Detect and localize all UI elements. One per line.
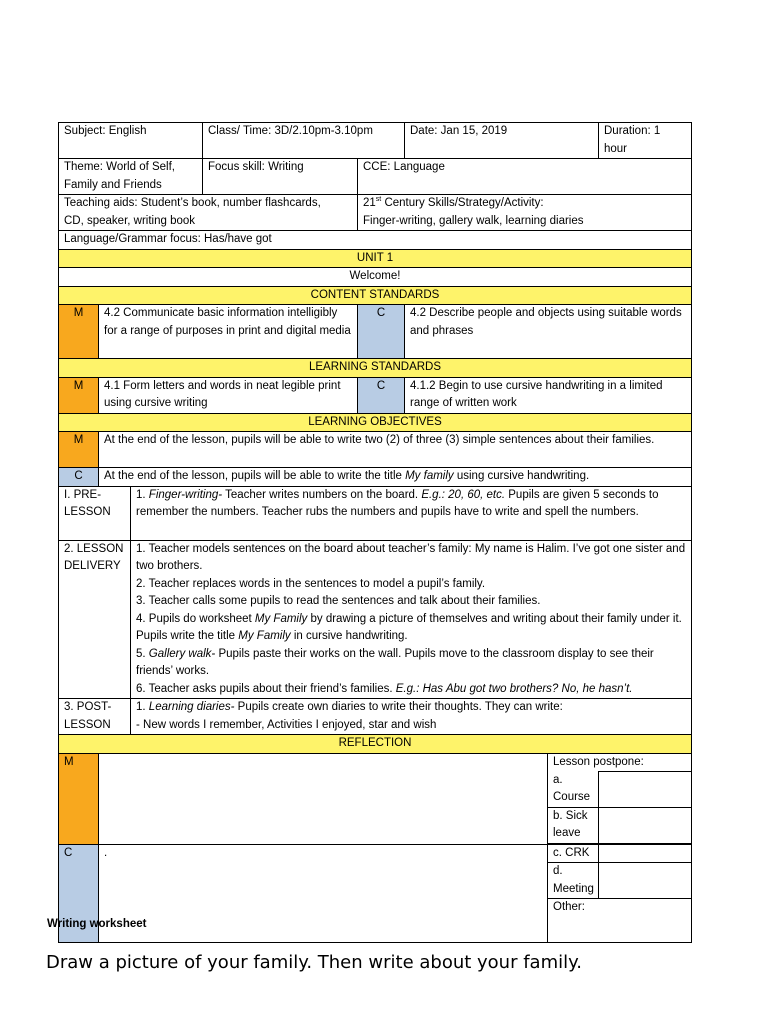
ld-s4-b: by drawing a picture of themselves and writing about their family under it. Pupils write the title: [136, 612, 682, 642]
unit-heading: UNIT 1: [59, 249, 692, 268]
learning-standards-c-text: 4.1.2 Begin to use cursive handwriting in a limited range of written work: [405, 377, 692, 413]
ld-s6-a: 6. Teacher asks pupils about their friend’s families.: [136, 682, 396, 695]
learning-standards-m-text: 4.1 Form letters and words in neat legible print using cursive writing: [99, 377, 358, 413]
pre-s1-i2: E.g.: 20, 60, etc.: [421, 488, 506, 501]
learning-standards-c-label: C: [358, 377, 405, 413]
ld-s5-i: Gallery walk-: [148, 647, 216, 660]
content-standards-m-text: 4.2 Communicate basic information intelligibly for a range of purposes in print and digital media: [99, 305, 358, 359]
grammar-cell: Language/Grammar focus: Has/have got: [59, 231, 692, 250]
teaching-aids-row: [59, 195, 692, 231]
reflection-c-row-1: [59, 844, 692, 863]
ld-s6-i: E.g.: Has Abu got two brothers? No, he hasn’t.: [395, 682, 633, 695]
postpone-sick-leave-box: [599, 807, 692, 843]
pre-s1: 1.: [136, 488, 149, 501]
reflection-c-label: C: [59, 844, 99, 943]
content-standards-c-text: 4.2 Describe people and objects using suitable words and phrases: [405, 305, 692, 359]
worksheet-title: Writing worksheet: [47, 918, 147, 930]
lo-c-text-i: My family: [405, 470, 454, 482]
learning-objectives-heading-row: [59, 413, 692, 432]
teaching-aids-cell: [59, 195, 358, 231]
class-time-cell: Class/ Time: 3D/2.10pm-3.10pm: [203, 123, 405, 159]
ld-step-5: [136, 646, 686, 681]
post-lesson-row: [59, 699, 692, 735]
postpone-course-box: [599, 772, 692, 808]
learning-objectives-m-row: [59, 432, 692, 468]
focus-skill-cell: Focus skill: Writing: [203, 159, 358, 195]
content-standards-row: [59, 305, 692, 359]
pre-s1-b: Teacher writes numbers on the board.: [222, 488, 422, 501]
content-standards-heading: CONTENT STANDARDS: [59, 286, 692, 305]
ld-s4-a: 4. Pupils do worksheet: [136, 612, 255, 625]
learning-objectives-m-label: M: [59, 432, 99, 468]
date-text: Date: Jan 15, 2019: [410, 125, 508, 137]
ld-step-2: 2. Teacher replaces words in the sentences to model a pupil’s family.: [136, 577, 486, 590]
date-cell: [405, 123, 599, 159]
unit-title: Welcome!: [59, 268, 692, 287]
century-skills-rest: Century Skills/Strategy/Activity:: [381, 197, 544, 209]
lesson-delivery-text: [131, 540, 692, 699]
learning-objectives-c-label: C: [59, 468, 99, 487]
ld-step-4: [136, 611, 686, 646]
pre-lesson-row: [59, 486, 692, 540]
theme-cell: [59, 159, 203, 195]
content-standards-c-label: C: [358, 305, 405, 359]
content-standards-m-label: M: [59, 305, 99, 359]
lo-c-text-b: using cursive handwriting.: [453, 470, 590, 482]
theme-line2: Family and Friends: [64, 178, 162, 191]
postpone-course: a. Course: [548, 772, 599, 808]
post-step-1: [136, 699, 686, 717]
theme-row: [59, 159, 692, 195]
subject-cell: Subject: English: [59, 123, 203, 159]
cce-cell: CCE: Language: [358, 159, 692, 195]
century-skills-sup: st: [375, 196, 382, 204]
unit-row: [59, 249, 692, 268]
duration-cell: Duration: 1 hour: [599, 123, 692, 159]
learning-objectives-heading: LEARNING OBJECTIVES: [59, 413, 692, 432]
postpone-meeting-box: [599, 863, 692, 899]
century-skills-line1: [363, 195, 686, 213]
lesson-delivery-label: 2. LESSON DELIVERY: [59, 540, 131, 699]
learning-objectives-c-text: [99, 468, 692, 487]
pre-lesson-text: [131, 486, 692, 540]
ld-s4-c: in cursive handwriting.: [290, 630, 408, 642]
reflection-c-area: .: [99, 844, 548, 943]
post-step-2: - New words I remember, Activities I enjoyed, star and wish: [136, 718, 437, 731]
postpone-sick-leave: b. Sick leave: [548, 807, 599, 843]
lesson-plan-table: [58, 122, 692, 943]
pre-s1-i: Finger-writing-: [148, 488, 223, 501]
century-skills-line2: Finger-writing, gallery walk, learning diaries: [363, 214, 584, 227]
ld-s4-i: My Family: [254, 612, 308, 625]
ld-step-1: 1. Teacher models sentences on the board about teacher’s family: My name is Halim. I’ve got one sister and two brothers.: [136, 542, 686, 572]
learning-standards-heading-row: [59, 359, 692, 378]
lesson-delivery-row: [59, 540, 692, 699]
post-s1-i: Learning diaries-: [148, 701, 235, 713]
learning-standards-heading: LEARNING STANDARDS: [59, 359, 692, 378]
postpone-meeting: d. Meeting: [548, 863, 599, 899]
content-standards-heading-row: [59, 286, 692, 305]
unit-title-row: [59, 268, 692, 287]
post-lesson-label: 3. POST-LESSON: [59, 699, 131, 735]
postpone-crk: c. CRK: [548, 844, 599, 863]
reflection-m-label: M: [59, 753, 99, 844]
lesson-plan: [58, 122, 691, 943]
post-s1-b: Pupils create own diaries to write their thoughts. They can write:: [234, 701, 563, 713]
post-s1-a: 1.: [136, 701, 149, 713]
teaching-aids-line2: CD, speaker, writing book: [64, 214, 196, 227]
reflection-m-row-1: [59, 753, 692, 772]
century-skills-num: 21: [363, 197, 376, 209]
worksheet-instruction: Draw a picture of your family. Then write about your family.: [46, 952, 582, 973]
ld-s5-a: 5.: [136, 647, 149, 660]
ld-step-3: 3. Teacher calls some pupils to read the sentences and talk about their families.: [136, 595, 541, 607]
header-row: [59, 123, 692, 159]
pre-s1-c: Pupils are given 5 seconds to remember the numbers. Teacher rubs the numbers and pupils have to write and spell the numbers.: [136, 488, 659, 518]
reflection-heading: REFLECTION: [59, 735, 692, 754]
pre-lesson-label: I. PRE-LESSON: [59, 486, 131, 540]
theme-line1: Theme: World of Self,: [64, 161, 175, 173]
reflection-m-area: [99, 753, 548, 844]
reflection-heading-row: [59, 735, 692, 754]
learning-standards-m-label: M: [59, 377, 99, 413]
ld-s5-b: Pupils paste their works on the wall. Pupils move to the classroom display to see their friends’ works.: [136, 647, 654, 677]
postpone-other: Other:: [548, 899, 692, 943]
ld-s4-i2: My Family: [238, 630, 291, 642]
learning-objectives-c-row: [59, 468, 692, 487]
learning-standards-row: [59, 377, 692, 413]
ld-step-6: [136, 681, 686, 699]
learning-objectives-m-text: At the end of the lesson, pupils will be able to write two (2) of three (3) simple sentences about their families.: [99, 432, 692, 468]
century-skills-cell: [358, 195, 692, 231]
post-lesson-text: [131, 699, 692, 735]
lo-c-text-a: At the end of the lesson, pupils will be able to write the title: [104, 470, 406, 482]
teaching-aids-line1: Teaching aids: Student’s book, number flashcards,: [64, 197, 321, 209]
postpone-title: Lesson postpone:: [548, 753, 692, 772]
grammar-row: [59, 231, 692, 250]
postpone-crk-box: [599, 844, 692, 863]
